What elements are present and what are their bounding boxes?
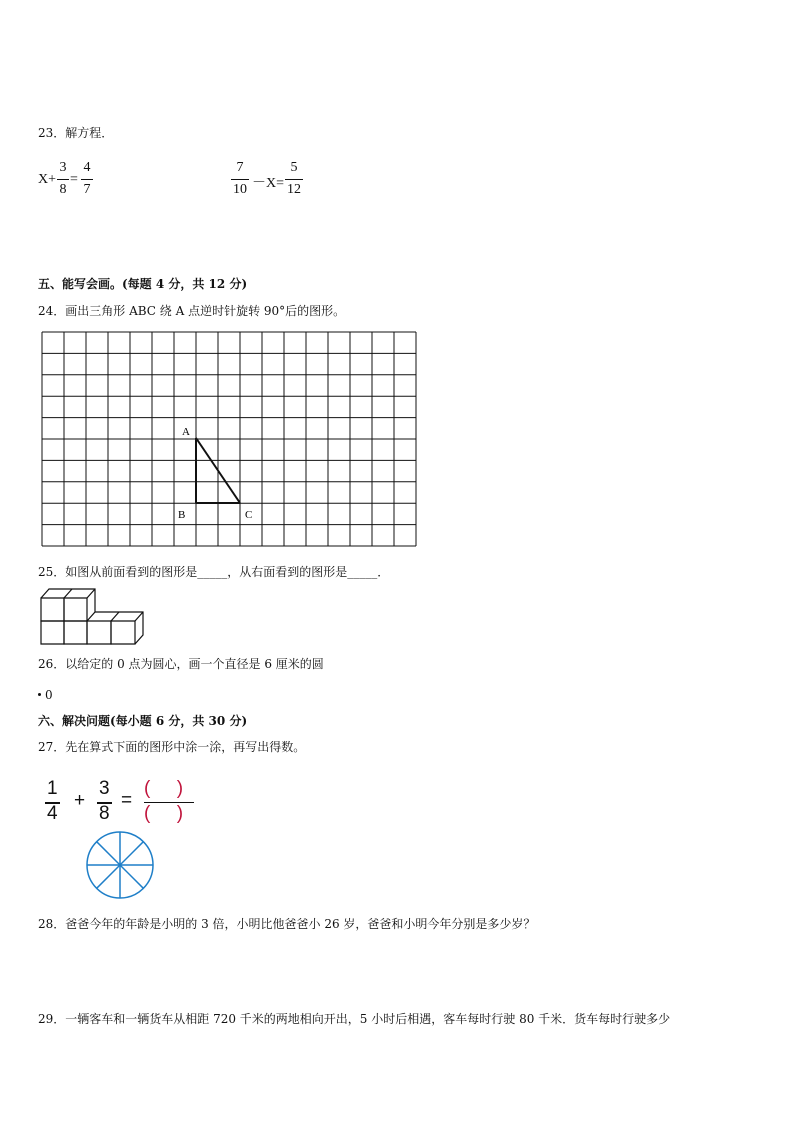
point-b-label: B (178, 509, 186, 521)
q27-expression (44, 778, 204, 826)
fraction-bar (285, 179, 303, 180)
eq1-x: X+ (38, 172, 57, 187)
numerator: 4 (83, 160, 91, 175)
denominator: 12 (287, 182, 301, 197)
section-5-heading: 五、能写会画。(每题 4 分，共 12 分) (38, 277, 248, 291)
point-a-label: A (182, 426, 190, 438)
q27-numerator-1: 1 (47, 778, 58, 799)
cube-bottom-2-front (64, 621, 87, 644)
denominator: 10 (233, 182, 247, 197)
cube-top-corner (87, 589, 95, 598)
fraction-bar (57, 179, 69, 180)
q27-denominator-1: 4 (47, 803, 58, 824)
answer-denominator-blank[interactable]: ( ) (144, 803, 184, 824)
numerator: 3 (59, 160, 67, 175)
numerator: 5 (290, 160, 298, 175)
eq1-equals: = (70, 172, 78, 187)
fraction-bar (81, 179, 93, 180)
cube-top-divider (64, 589, 72, 598)
q24-grid-figure (40, 330, 420, 550)
section-6-heading: 六、解决问题(每小题 6 分，共 30 分) (38, 714, 248, 728)
q24-label: 24．画出三角形 ABC 绕 A 点逆时针旋转 90°后的图形。 (38, 304, 346, 318)
q25-label: 25．如图从前面看到的图形是_____，从右面看到的图形是_____． (38, 565, 390, 579)
center-dot (38, 693, 41, 696)
cube-bottom-4-front (111, 621, 135, 644)
cube-top-1-front (41, 598, 64, 621)
denominator: 8 (59, 182, 67, 197)
q26-label: 26．以给定的 0 点为圆心，画一个直径是 6 厘米的圆 (38, 657, 324, 671)
answer-numerator-blank[interactable]: ( ) (144, 778, 184, 799)
cube-bottom-1-front (41, 621, 64, 644)
q27-plus: + (74, 790, 86, 811)
point-c-label: C (245, 509, 253, 521)
q27-denominator-2: 8 (99, 803, 110, 824)
grid-lines (42, 332, 416, 546)
circle-dividers (87, 832, 153, 898)
numerator: 7 (236, 160, 244, 175)
q23-label: 23．解方程． (38, 126, 114, 140)
cube-bottom-divider-2 (135, 612, 143, 621)
cube-bottom-row-depth (95, 612, 143, 644)
center-point-label: 0 (45, 688, 53, 702)
q27-numerator-2: 3 (99, 778, 110, 799)
q29-label: 29．一辆客车和一辆货车从相距 720 千米的两地相向开出，5 小时后相遇，客车每时行驶 80 千米．货车每时行驶多少 (38, 1012, 671, 1026)
cube-bottom-divider-1 (111, 612, 119, 621)
q25-cube-figure (38, 586, 150, 648)
cube-top-2-front (64, 598, 87, 621)
fraction-bar (231, 179, 249, 180)
eq2-operator: －X= (252, 176, 285, 191)
q27-circle-diagram[interactable] (84, 829, 156, 901)
q28-label: 28．爸爸今年的年龄是小明的 3 倍，小明比他爸爸小 26 岁，爸爸和小明今年分别是多少岁？ (38, 917, 536, 931)
denominator: 7 (83, 182, 91, 197)
cube-bottom-3-front (87, 621, 111, 644)
q27-equals: = (121, 790, 133, 811)
q27-label: 27．先在算式下面的图形中涂一涂，再写出得数。 (38, 740, 306, 754)
